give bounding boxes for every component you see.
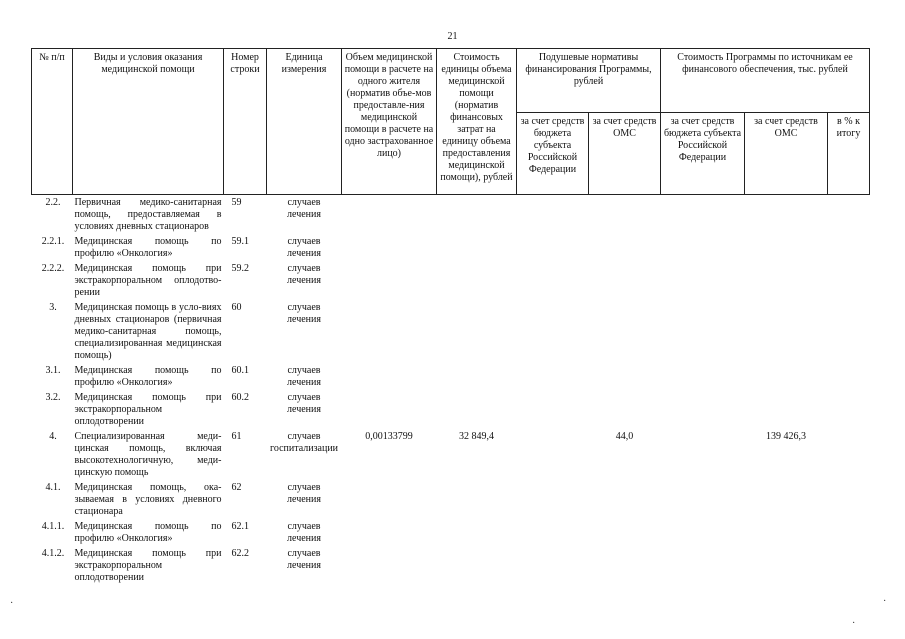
row-kind: Специализированная меди-цинская помощь, включая высокотехнологичную, меди-цинскую помощь: [74, 431, 222, 478]
row-num: 3.2.: [45, 392, 61, 403]
row-cost: 32 849,4: [459, 431, 494, 442]
row-unit: случаев лечения: [287, 236, 321, 259]
row-program-oms: [745, 195, 828, 235]
row-cost: [437, 480, 517, 519]
row-program-percent: [828, 480, 870, 519]
row-program-oms: [745, 480, 828, 519]
table-row: [32, 480, 870, 519]
row-cost: [437, 234, 517, 261]
row-kind: Медицинская помощь при экстракорпоральном оплодотворении: [74, 548, 222, 583]
row-per-capita-budget: [517, 519, 589, 546]
row-unit: случаев лечения: [287, 482, 321, 505]
row-unit: случаев лечения: [287, 521, 321, 544]
row-program-percent: [828, 363, 870, 390]
row-per-capita-budget: [517, 390, 589, 429]
row-program-budget: [661, 195, 745, 235]
row-program-percent: [828, 546, 870, 585]
header-cost: Стоимость единицы объема медицинской помощи (норматив финансовых затрат на единицу объема предоставления медицинской помощи), рублей: [437, 49, 517, 195]
row-kind: Первичная медико-санитарная помощь, предоставляемая в условиях дневных стационаров: [74, 197, 222, 232]
row-per-capita-oms: [589, 300, 661, 363]
row-volume: [342, 195, 437, 235]
row-num: 4.: [49, 431, 57, 442]
row-program-budget: [661, 519, 745, 546]
row-line: 59.1: [231, 236, 249, 247]
header-kind: Виды и условия оказания медицинской помощи: [73, 49, 224, 195]
row-volume: [342, 300, 437, 363]
row-kind: Медицинская помощь по профилю «Онкология»: [74, 236, 222, 259]
row-line: 59.2: [231, 263, 249, 274]
row-program-oms: [745, 546, 828, 585]
row-per-capita-oms: [589, 546, 661, 585]
header-line: Номер строки: [224, 49, 267, 195]
table-row: [32, 363, 870, 390]
row-program-oms: [745, 261, 828, 300]
row-kind: Медицинская помощь в усло-виях дневных стационаров (первичная медико-санитарная помощь, специализированная медицинская помощь): [74, 302, 222, 361]
row-program-percent: [828, 234, 870, 261]
row-kind: Медицинская помощь при экстракорпоральном оплодотво-рении: [74, 263, 222, 298]
row-unit: случаев лечения: [287, 392, 321, 415]
row-cost: [437, 300, 517, 363]
row-program-budget: [661, 363, 745, 390]
row-unit: случаев лечения: [287, 548, 321, 571]
row-per-capita-budget: [517, 300, 589, 363]
header-per-capita: Подушевые нормативы финансирования Программы, рублей: [517, 49, 661, 113]
row-program-percent: [828, 519, 870, 546]
row-per-capita-budget: [517, 546, 589, 585]
row-program-percent: [828, 195, 870, 235]
row-per-capita-oms: [589, 519, 661, 546]
row-per-capita-budget: [517, 480, 589, 519]
row-volume: [342, 519, 437, 546]
table-row: [32, 300, 870, 363]
header-unit: Единица измерения: [267, 49, 342, 195]
row-program-budget: [661, 261, 745, 300]
header-num: № п/п: [32, 49, 73, 195]
row-num: 3.1.: [45, 365, 61, 376]
row-program-oms: [745, 234, 828, 261]
row-num: 4.1.2.: [41, 548, 65, 559]
row-cost: [437, 363, 517, 390]
row-program-budget: [661, 390, 745, 429]
row-per-capita-oms: [589, 390, 661, 429]
row-program-percent: [828, 429, 870, 480]
row-kind: Медицинская помощь по профилю «Онкология»: [74, 521, 222, 544]
scan-speck: ·: [883, 596, 887, 607]
row-program-oms: [745, 519, 828, 546]
row-line: 60: [231, 302, 242, 313]
header-program-budget: за счет средств бюджета субъекта Российской Федерации: [661, 113, 745, 195]
row-volume: [342, 546, 437, 585]
row-unit: случаев лечения: [287, 365, 321, 388]
row-per-capita-budget: [517, 429, 589, 480]
header-per-capita-budget: за счет средств бюджета субъекта Российской Федерации: [517, 113, 589, 195]
row-num: 2.2.1.: [41, 236, 65, 247]
row-per-capita-budget: [517, 195, 589, 235]
scan-speck: ·: [852, 618, 856, 629]
table-row: [32, 390, 870, 429]
row-line: 61: [231, 431, 242, 442]
row-unit: случаев лечения: [287, 263, 321, 286]
row-program-percent: [828, 390, 870, 429]
table-row: [32, 261, 870, 300]
row-program-percent: [828, 261, 870, 300]
row-per-capita-oms: 44,0: [615, 431, 634, 442]
scan-speck: ·: [10, 598, 14, 609]
row-num: 4.1.: [45, 482, 61, 493]
row-per-capita-oms: [589, 261, 661, 300]
row-per-capita-budget: [517, 234, 589, 261]
row-unit: случаев лечения: [287, 197, 321, 220]
row-cost: [437, 195, 517, 235]
row-program-oms: [745, 300, 828, 363]
row-program-budget: [661, 234, 745, 261]
header-program-cost: Стоимость Программы по источникам ее финансового обеспечения, тыс. рублей: [661, 49, 870, 113]
table-row: [32, 519, 870, 546]
row-kind: Медицинская помощь при экстракорпоральном оплодотворении: [74, 392, 222, 427]
row-program-budget: [661, 429, 745, 480]
row-num: 4.1.1.: [41, 521, 65, 532]
row-per-capita-oms: [589, 234, 661, 261]
row-cost: [437, 546, 517, 585]
row-per-capita-oms: [589, 480, 661, 519]
row-program-budget: [661, 300, 745, 363]
row-kind: Медицинская помощь, ока-зываемая в условиях дневного стационара: [74, 482, 222, 517]
row-line: 62: [231, 482, 242, 493]
row-line: 62.1: [231, 521, 249, 532]
row-per-capita-oms: [589, 363, 661, 390]
row-volume: [342, 261, 437, 300]
row-cost: [437, 261, 517, 300]
table-row: [32, 234, 870, 261]
row-line: 60.1: [231, 365, 249, 376]
row-num: 2.2.2.: [41, 263, 65, 274]
row-volume: [342, 480, 437, 519]
row-line: 59: [231, 197, 242, 208]
row-num: 2.2.: [45, 197, 61, 208]
table-row: [32, 195, 870, 235]
row-per-capita-oms: [589, 195, 661, 235]
row-unit: случаев лечения: [287, 302, 321, 325]
row-program-percent: [828, 300, 870, 363]
row-volume: 0,00133799: [365, 431, 413, 442]
row-cost: [437, 390, 517, 429]
row-program-oms: 139 426,3: [766, 431, 806, 442]
row-program-budget: [661, 480, 745, 519]
header-per-capita-oms: за счет средств ОМС: [589, 113, 661, 195]
row-kind: Медицинская помощь по профилю «Онкология»: [74, 365, 222, 388]
row-cost: [437, 519, 517, 546]
row-unit: случаев госпитализации: [269, 431, 339, 454]
row-per-capita-budget: [517, 261, 589, 300]
row-per-capita-budget: [517, 363, 589, 390]
row-program-oms: [745, 390, 828, 429]
table-row: [32, 546, 870, 585]
row-line: 60.2: [231, 392, 249, 403]
row-line: 62.2: [231, 548, 249, 559]
header-program-oms: за счет средств ОМС: [745, 113, 828, 195]
row-volume: [342, 363, 437, 390]
header-volume: Объем медицинской помощи в расчете на одного жителя (норматив объе-мов предоставле-ния медицинской помощи в расчете на одно застрахованное лицо): [342, 49, 437, 195]
page-number: 21: [447, 31, 458, 42]
row-volume: [342, 234, 437, 261]
table-row: [32, 429, 870, 480]
row-program-oms: [745, 363, 828, 390]
row-num: 3.: [49, 302, 57, 313]
header-program-percent: в % к итогу: [828, 113, 870, 195]
medical-care-table: [31, 48, 870, 585]
row-volume: [342, 390, 437, 429]
row-program-budget: [661, 546, 745, 585]
